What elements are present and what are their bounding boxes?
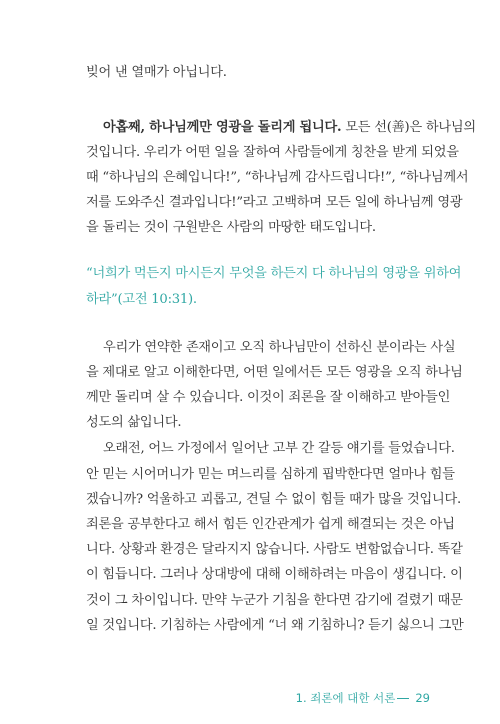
paragraph-line: 성도의 삶입니다. [86, 415, 182, 430]
paragraph-line-tail: 모든 선(善)은 하나님의 [341, 120, 476, 135]
running-chapter-title: 1. 죄론에 대한 서론 [295, 691, 396, 705]
scripture-quote-line: 하라”(고전 10:31). [86, 292, 197, 307]
paragraph-line: 을 돌리는 것이 구원받은 사람의 마땅한 태도입니다. [86, 220, 376, 235]
paragraph-line: 이 힘듭니다. 그러나 상대방에 대해 이해하려는 마음이 생깁니다. 이 [86, 567, 463, 582]
paragraph-line: 을 제대로 알고 이해한다면, 어떤 일에서든 모든 영광을 오직 하나님 [86, 365, 463, 380]
paragraph-line: 우리가 연약한 존재이고 오직 하나님만이 선하신 분이라는 사실 [103, 340, 456, 355]
paragraph-line: 것입니다. 우리가 어떤 일을 잘하여 사람들에게 칭찬을 받게 되었을 [86, 145, 459, 160]
paragraph-line: 겠습니까? 억울하고 괴롭고, 견딜 수 없이 힘들 때가 많을 것입니다. [86, 492, 461, 507]
paragraph-line: 것이 그 차이입니다. 만약 누군가 기침을 한다면 감기에 걸렸기 때문 [86, 593, 463, 608]
section-lead-statement: 하나님께만 영광을 돌리게 됩니다. [149, 120, 342, 135]
paragraph-line-lead [103, 119, 476, 137]
paragraph-line: 안 믿는 시어머니가 믿는 며느리를 심하게 핍박한다면 얼마나 힘들 [86, 467, 455, 482]
scripture-quote-line: “너희가 먹든지 마시든지 무엇을 하든지 다 하나님의 영광을 위하여 [86, 266, 462, 281]
section-lead-label: 아홉째, [103, 120, 150, 135]
paragraph-line: 때 “하나님의 은혜입니다!”, “하나님께 감사드립니다!”, “하나님께서 [86, 170, 469, 185]
paragraph-line: 께만 돌리며 살 수 있습니다. 이것이 죄론을 잘 이해하고 받아들인 [86, 390, 451, 405]
page-number: 29 [415, 691, 430, 705]
paragraph-line: 니다. 상황과 환경은 달라지지 않습니다. 사람도 변함없습니다. 똑같 [86, 542, 463, 557]
paragraph-line: 오래전, 어느 가정에서 일어난 고부 간 갈등 얘기를 들었습니다. [103, 441, 455, 456]
page-footer [296, 690, 430, 706]
paragraph-line: 일 것입니다. 기침하는 사람에게 “너 왜 기침하니? 듣기 싫으니 그만 [86, 618, 464, 633]
paragraph-line: 저를 도와주신 결과입니다!”라고 고백하며 모든 일에 하나님께 영광 [86, 195, 463, 210]
paragraph-line: 빚어 낸 열매가 아닙니다. [86, 65, 227, 80]
footer-rule [397, 698, 409, 699]
paragraph-line: 죄론을 공부한다고 해서 힘든 인간관계가 쉽게 해결되는 것은 아닙 [86, 517, 455, 532]
